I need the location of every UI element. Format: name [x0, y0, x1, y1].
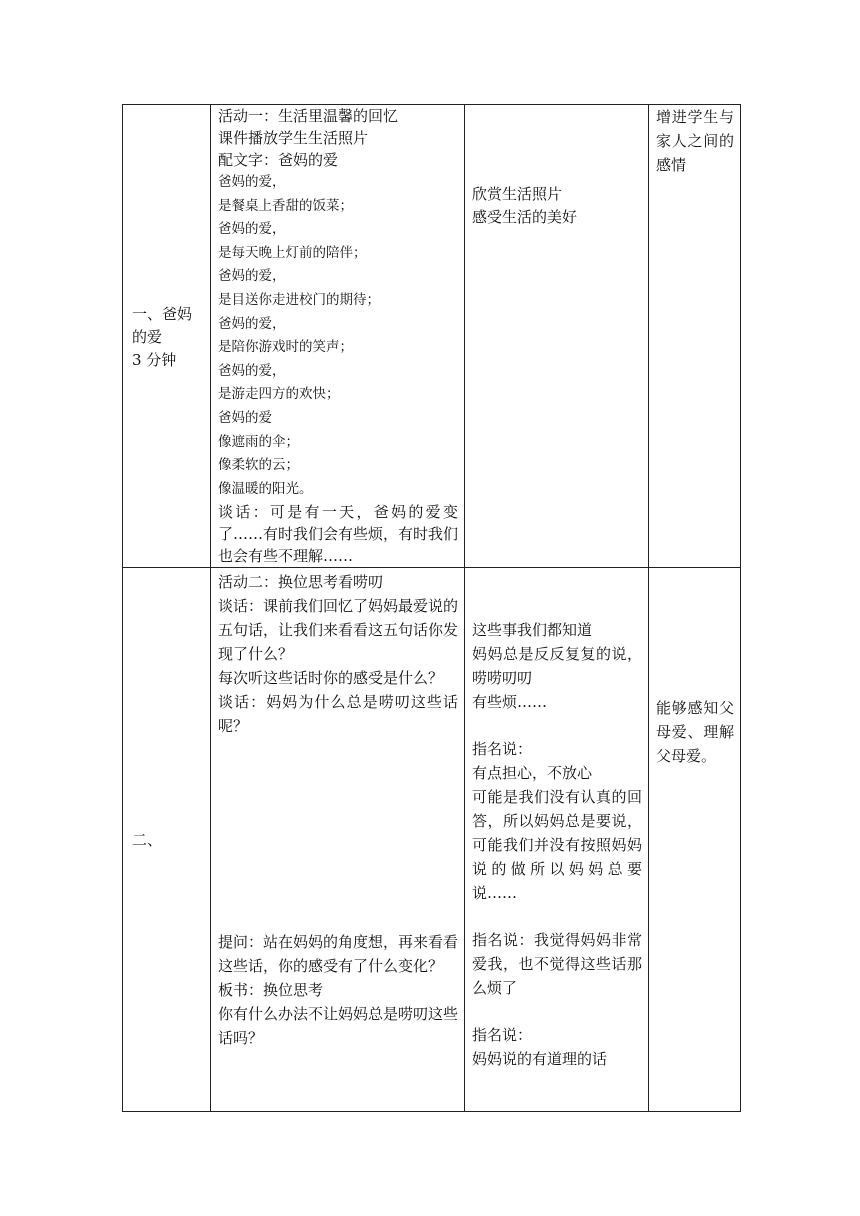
teacher-line: 提问：站在妈妈的角度想，再来看看这些话，你的感受有了什么变化？: [218, 933, 459, 976]
teacher-line: 板书：换位思考: [218, 981, 324, 1000]
student-cell-1: [465, 105, 649, 568]
purpose-text: 增进学生与家人之间的感情: [656, 108, 734, 174]
student-line: 指名说：: [472, 740, 533, 759]
student-line: 欣赏生活照片: [472, 185, 563, 203]
poem-line: 爸妈的爱: [218, 409, 272, 426]
poem-line: 爸妈的爱，: [218, 221, 286, 238]
teacher-line: 活动二：换位思考看唠叨: [218, 573, 384, 592]
purpose-cell-1: [649, 105, 741, 568]
teacher-line: 活动一：生活里温馨的回忆: [218, 107, 399, 125]
stage-line: 二、: [132, 831, 163, 850]
table-row-activity-1: [123, 105, 741, 568]
stage-line: 一、爸妈: [132, 304, 193, 323]
student-line: 妈妈总是反反复复的说，唠唠叨叨: [472, 645, 642, 688]
stage-line: 3 分钟: [132, 350, 177, 369]
purpose-text: 能够感知父母爱、理解父母爱。: [656, 699, 734, 766]
poem-line: 爸妈的爱，: [218, 315, 286, 332]
teacher-line: 配文字：爸妈的爱: [218, 151, 339, 169]
teacher-talk: 谈话：可是有一天，爸妈的爱变了……有时我们会有些烦，有时我们也会有些不理解……: [218, 503, 459, 566]
teacher-line: 课件播放学生生活照片: [218, 129, 369, 147]
table-row-activity-2: [123, 568, 741, 1112]
poem-line: 是每天晚上灯前的陪伴；: [218, 244, 367, 261]
student-line: 这些事我们都知道: [472, 621, 593, 640]
poem-line: 是餐桌上香甜的饭菜；: [218, 197, 353, 214]
student-cell-2: [465, 568, 649, 1112]
poem-line: 是游走四方的欢快；: [218, 386, 340, 403]
teacher-line: 谈话：课前我们回忆了妈妈最爱说的五句话，让我们来看看这五句话你发现了什么？: [218, 597, 459, 664]
student-line: 有点担心，不放心: [472, 764, 593, 783]
teacher-line: 你有什么办法不让妈妈总是唠叨这些话吗？: [218, 1005, 459, 1048]
lesson-plan-table: [122, 104, 741, 1112]
poem-line: 是陪你游戏时的笑声；: [218, 339, 353, 356]
teacher-cell-1: [211, 105, 465, 568]
teacher-line: 谈话：妈妈为什么总是唠叨这些话呢？: [218, 693, 458, 736]
purpose-cell-2: [649, 568, 741, 1112]
student-line: 可能是我们没有认真的回答，所以妈妈总是要说，可能我们并没有按照妈妈说的做所以妈妈总要说……: [472, 788, 642, 903]
stage-line: 的爱: [132, 327, 163, 346]
student-line: 指名说：: [472, 1026, 533, 1045]
poem-line: 爸妈的爱，: [218, 268, 286, 285]
poem-block: [218, 171, 458, 501]
poem-line: 爸妈的爱，: [218, 362, 286, 379]
student-line: 妈妈说的有道理的话: [472, 1050, 608, 1069]
student-line: 有些烦……: [472, 693, 548, 712]
stage-cell-2: [123, 568, 211, 1112]
poem-line: 像柔软的云；: [218, 457, 299, 474]
poem-line: 像温暖的阳光。: [218, 480, 313, 497]
poem-line: 像遮雨的伞；: [218, 433, 299, 450]
stage-cell-1: [123, 105, 211, 568]
poem-line: 是目送你走进校门的期待；: [218, 291, 380, 308]
teacher-line: 每次听这些话时你的感受是什么？: [218, 669, 444, 688]
student-line: 指名说：我觉得妈妈非常爱我，也不觉得这些话那么烦了: [472, 931, 642, 998]
poem-line: 爸妈的爱，: [218, 174, 286, 190]
student-line: 感受生活的美好: [472, 208, 578, 226]
teacher-cell-2: [211, 568, 465, 1112]
